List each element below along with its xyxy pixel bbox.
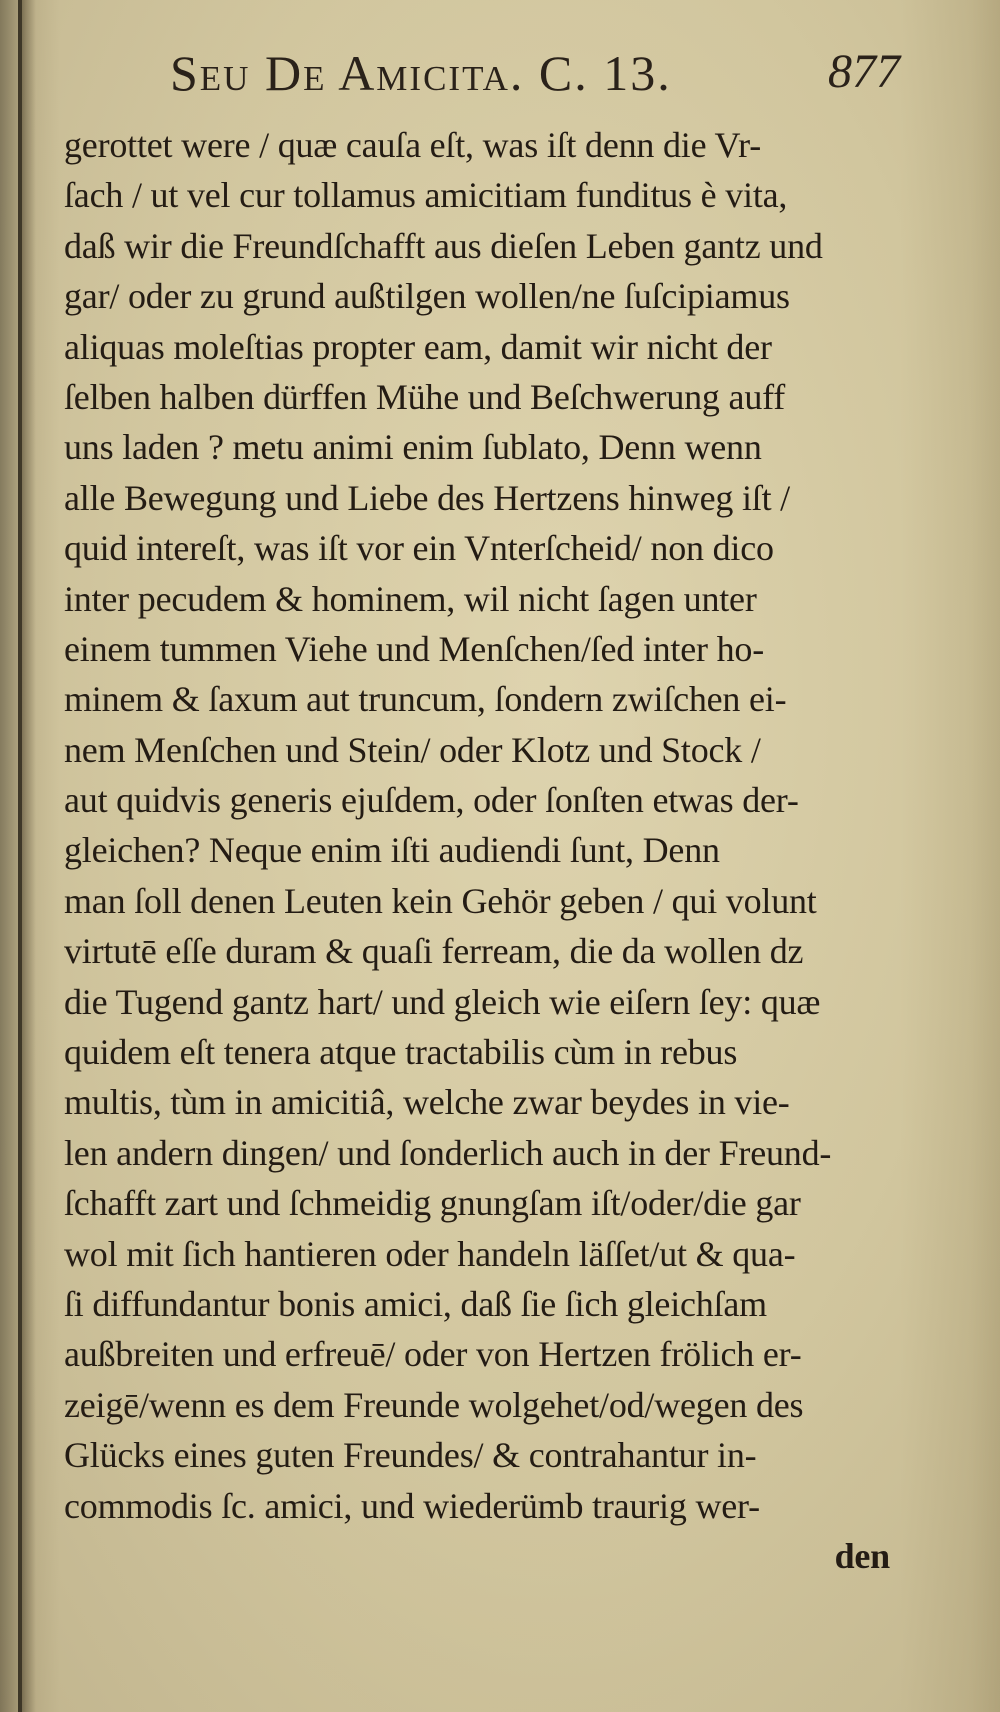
text-line: uns laden ? metu animi enim ſublato, Denn wenn [64,427,762,468]
text-line: aliquas moleſtias propter eam, damit wir nicht der [64,326,772,367]
catchword: den [834,1535,890,1576]
text-line: einem tummen Viehe und Menſchen/ſed inter ho- [64,628,764,669]
text-line: wol mit ſich hantieren oder handeln läſſet/ut & qua- [64,1233,796,1274]
text-line: gerottet were / quæ cauſa eſt, was iſt denn die Vr- [64,125,762,165]
text-line: ſelben halben dürffen Mühe und Beſchwerung auff [64,376,786,417]
text-line: aut quidvis generis ejuſdem, oder ſonſten etwas der- [64,780,799,821]
text-line: ſchafft zart und ſchmeidig gnungſam iſt/oder/die gar [64,1183,801,1224]
gutter-shadow [22,0,36,1712]
text-line: alle Bewegung und Liebe des Hertzens hinweg iſt / [64,477,790,518]
text-line: nem Menſchen und Stein/ oder Klotz und Stock / [64,729,761,770]
text-line: len andern dingen/ und ſonderlich auch in der Freund- [64,1132,832,1173]
text-line: gleichen? Neque enim iſti audiendi ſunt, Denn [64,830,720,871]
text-line: daß wir die Freundſchafft aus dieſen Leben gantz und [64,225,823,266]
running-head: Seu De Amicita. C. 13. [170,45,672,101]
text-line: quidem eſt tenera atque tractabilis cùm in rebus [64,1032,738,1073]
page-header [170,44,900,114]
text-line: commodis ſc. amici, und wiederümb traurig wer- [64,1485,760,1526]
text-line: ſach / ut vel cur tollamus amicitiam funditus è vita, [64,175,788,216]
body-text [64,120,904,1581]
text-line: Glücks eines guten Freundes/ & contrahantur in- [64,1435,757,1476]
text-line: multis, tùm in amicitiâ, welche zwar beydes in vie- [64,1082,790,1123]
text-line: die Tugend gantz hart/ und gleich wie eiſern ſey: quæ [64,981,821,1022]
text-line: minem & ſaxum aut truncum, ſondern zwiſchen ei- [64,679,787,720]
text-line: inter pecudem & hominem, wil nicht ſagen unter [64,578,757,619]
text-line: ſi diffundantur bonis amici, daß ſie ſich gleichſam [64,1283,767,1324]
page-number: 877 [828,45,900,98]
text-line: außbreiten und erfreuē/ oder von Hertzen frölich er- [64,1334,802,1375]
text-line: zeigē/wenn es dem Freunde wolgehet/od/wegen des [64,1384,804,1425]
text-line: gar/ oder zu grund außtilgen wollen/ne ſuſcipiamus [64,276,790,317]
text-line: quid intereſt, was iſt vor ein Vnterſcheid/ non dico [64,528,774,569]
text-line: man ſoll denen Leuten kein Gehör geben / qui volunt [64,880,817,921]
text-line: virtutē eſſe duram & quaſi ferream, die da wollen dz [64,931,804,972]
